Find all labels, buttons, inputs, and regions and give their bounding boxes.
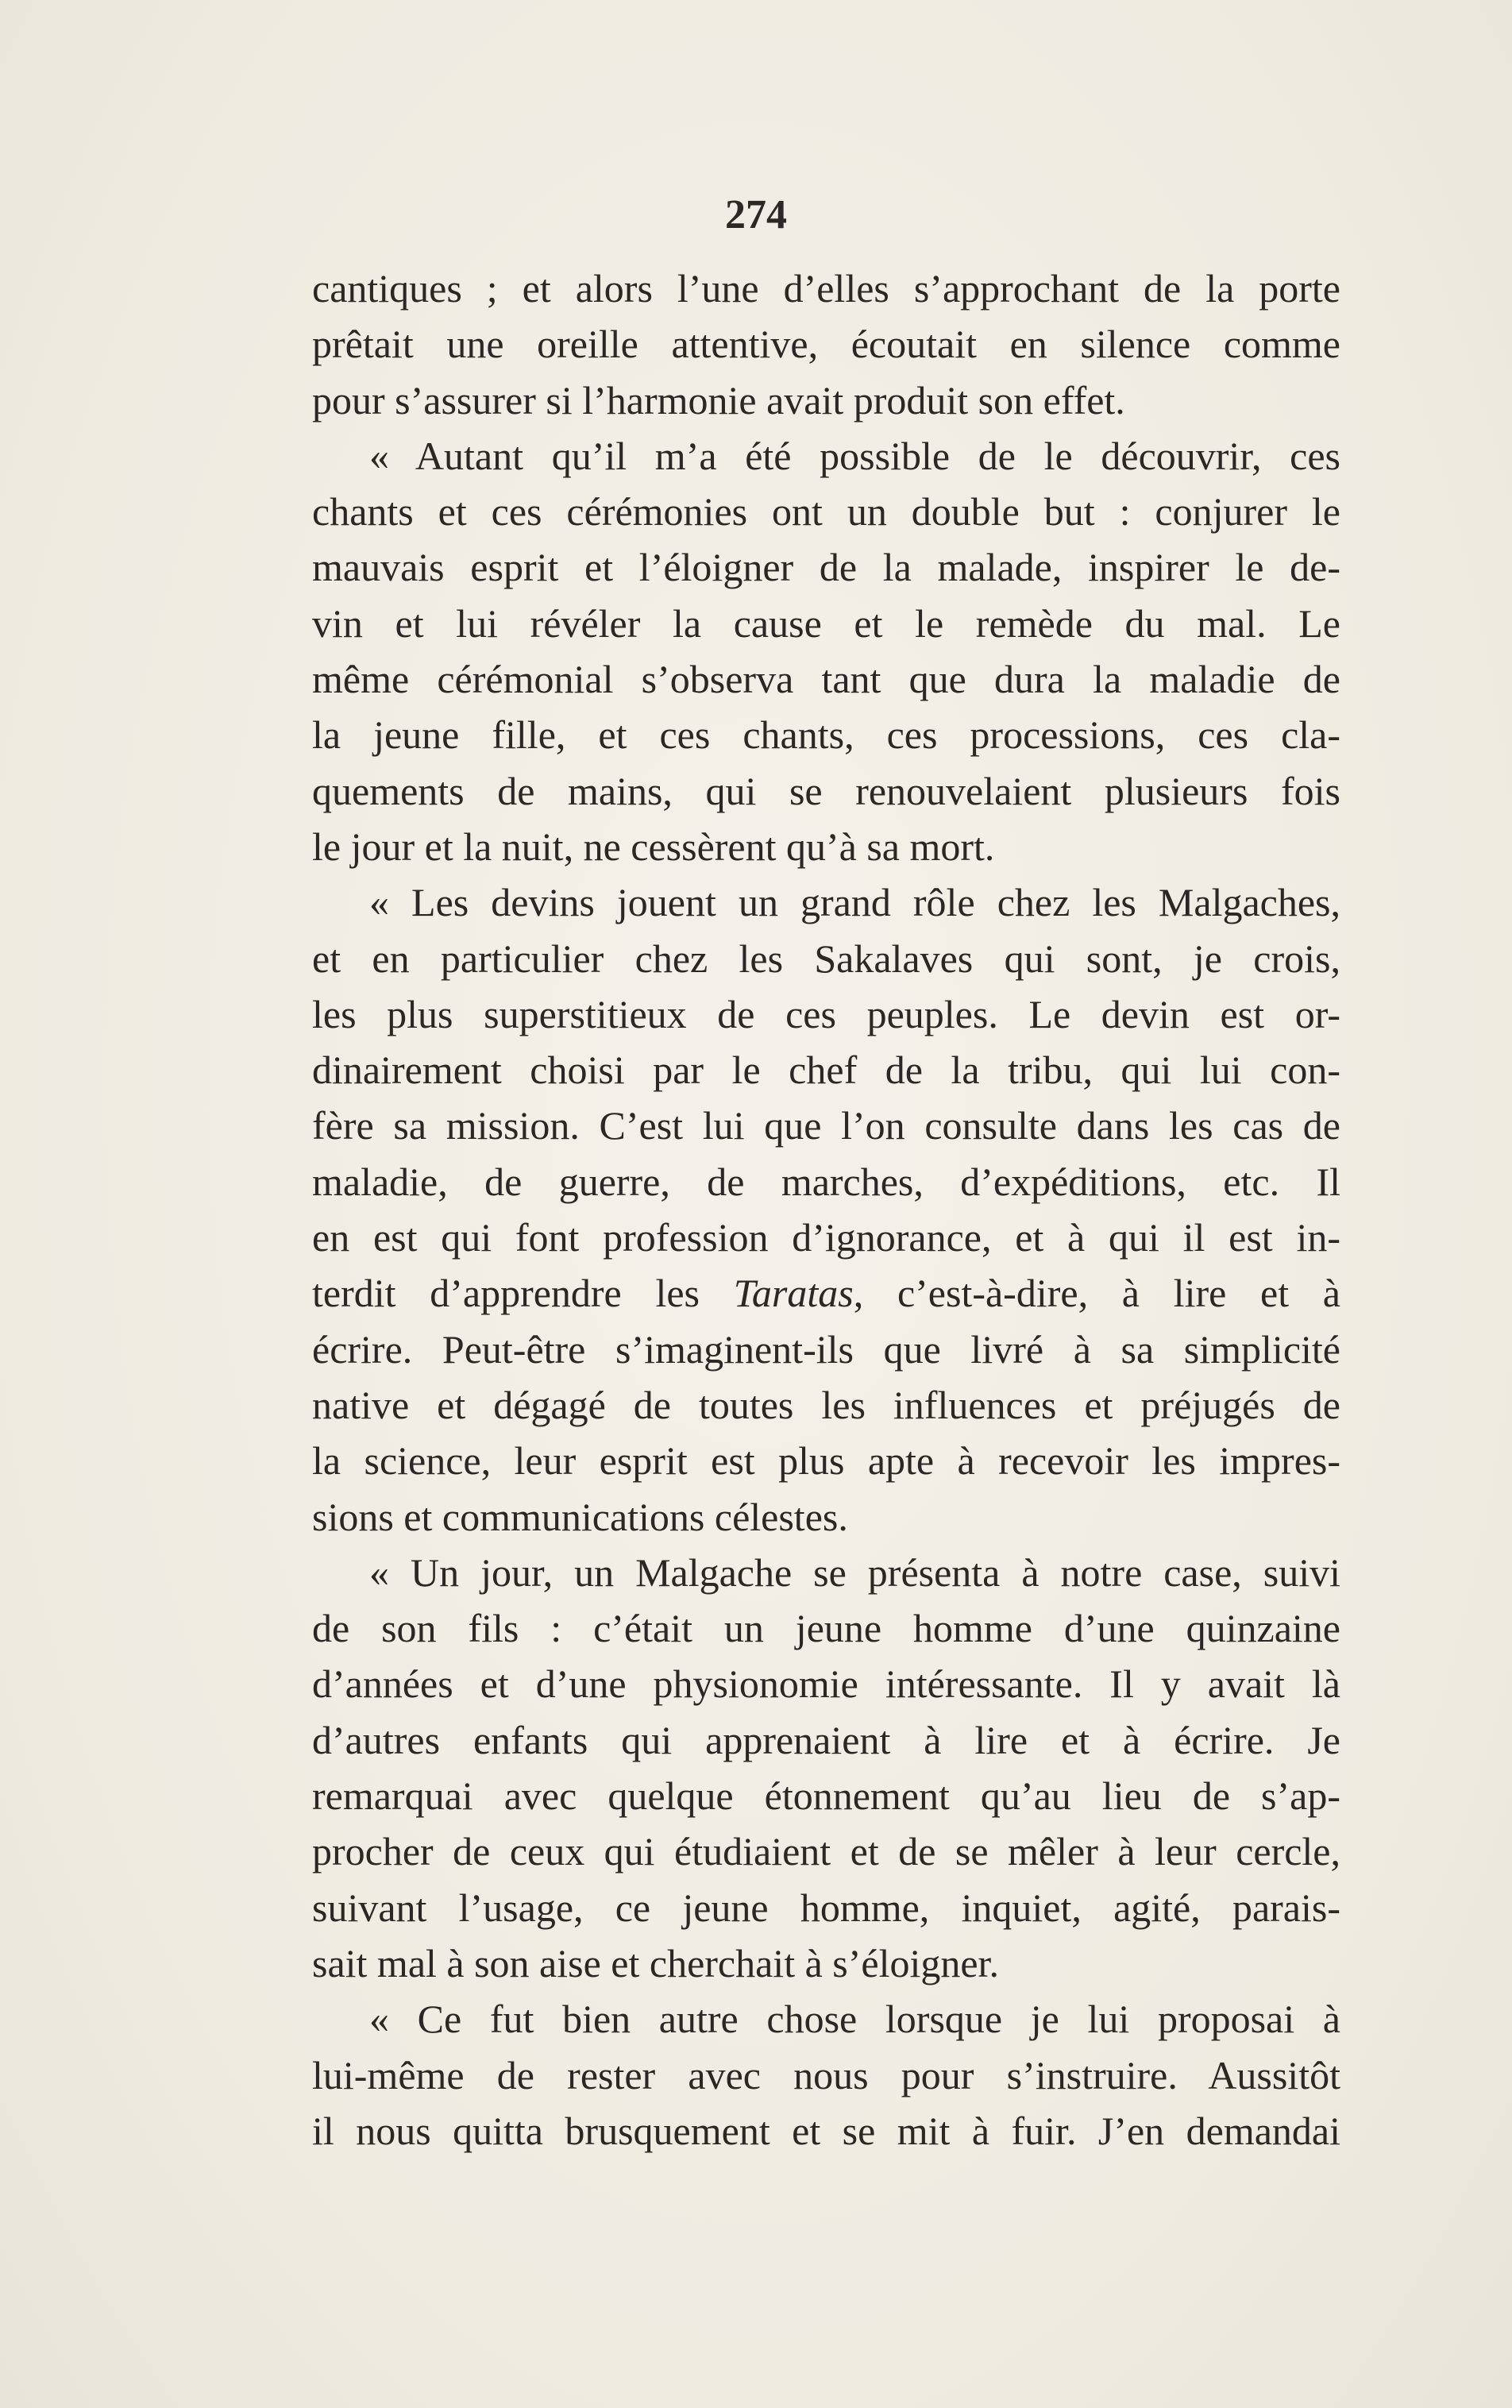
text-line-content	[369, 1545, 1340, 1600]
text-segment: le jour et la nuit, ne cessèrent qu’à sa mort.	[312, 824, 995, 869]
text-line-content	[312, 2047, 1340, 2103]
text-segment: et en particulier chez les Sakalaves qui sont, je crois,	[312, 936, 1340, 981]
text-line-content	[312, 1880, 1340, 1935]
text-line-content	[312, 1433, 1340, 1488]
text-line	[312, 1600, 1340, 1656]
text-line	[312, 484, 1340, 539]
text-line	[312, 2103, 1340, 2159]
text-segment: , c’est-à-dire, à lire et à	[853, 1271, 1340, 1316]
text-line	[312, 1935, 1340, 1991]
text-segment: même cérémonial s’observa tant que dura la maladie de	[312, 657, 1340, 702]
text-line-content	[312, 1322, 1340, 1377]
text-segment: « Autant qu’il m’a été possible de le découvrir, ces	[369, 433, 1340, 478]
text-line-content	[312, 1656, 1340, 1711]
text-segment: remarquai avec quelque étonnement qu’au lieu de s’ap-	[312, 1773, 1340, 1819]
text-segment: maladie, de guerre, de marches, d’expéditions, etc. Il	[312, 1159, 1340, 1204]
text-line	[312, 707, 1340, 762]
text-segment: pour s’assurer si l’harmonie avait produit son effet.	[312, 377, 1125, 423]
text-line-content	[312, 931, 1340, 986]
text-line-content	[312, 1935, 999, 1991]
text-line	[312, 1210, 1340, 1265]
text-segment: d’autres enfants qui apprenaient à lire et à écrire. Je	[312, 1717, 1340, 1762]
text-segment: sions et communications célestes.	[312, 1494, 848, 1539]
text-line-content	[312, 707, 1340, 762]
text-line-content	[312, 1823, 1340, 1879]
text-line-content	[312, 1600, 1340, 1656]
text-line-content	[312, 651, 1340, 707]
text-line	[312, 651, 1340, 707]
text-line-content	[312, 484, 1340, 539]
text-line	[312, 1991, 1340, 2047]
text-line-content	[312, 1712, 1340, 1768]
text-segment: lui-même de rester avec nous pour s’instruire. Aussitôt	[312, 2052, 1340, 2097]
text-line	[312, 819, 1340, 874]
text-segment: chants et ces cérémonies ont un double but : conjurer le	[312, 489, 1340, 534]
text-segment: quements de mains, qui se renouvelaient plusieurs fois	[312, 768, 1340, 813]
text-segment: la science, leur esprit est plus apte à recevoir les impres-	[312, 1438, 1340, 1484]
text-line	[312, 1823, 1340, 1879]
text-line	[312, 1265, 1340, 1321]
text-line-content	[312, 372, 1125, 428]
text-line	[312, 1154, 1340, 1210]
text-line	[312, 1433, 1340, 1488]
page-body-text	[312, 260, 1340, 2159]
text-line-content	[312, 1154, 1340, 1210]
text-line	[312, 986, 1340, 1042]
text-segment: « Un jour, un Malgache se présenta à notre case, suivi	[369, 1549, 1340, 1595]
text-line	[312, 874, 1340, 930]
text-segment: vin et lui révéler la cause et le remède du mal. Le	[312, 600, 1340, 646]
text-segment: « Les devins jouent un grand rôle chez les Malgaches,	[369, 880, 1340, 925]
text-segment: cantiques ; et alors l’une d’elles s’approchant de la porte	[312, 266, 1340, 311]
text-line-content	[369, 1991, 1340, 2047]
text-line	[312, 1880, 1340, 1935]
text-line-content	[312, 1489, 848, 1545]
text-segment: « Ce fut bien autre chose lorsque je lui proposai à	[369, 1997, 1340, 2042]
text-line	[312, 316, 1340, 372]
italic-term: Taratas	[733, 1271, 854, 1316]
text-segment: suivant l’usage, ce jeune homme, inquiet, agité, parais-	[312, 1885, 1340, 1930]
text-line-content	[312, 1768, 1340, 1823]
text-line	[312, 1322, 1340, 1377]
text-line-content	[312, 539, 1340, 595]
text-segment: il nous quitta brusquement et se mit à fuir. J’en demandai	[312, 2108, 1340, 2153]
text-line-content	[312, 986, 1340, 1042]
text-line	[312, 1377, 1340, 1433]
text-line-content	[369, 874, 1340, 930]
text-segment: terdit d’apprendre les	[312, 1271, 734, 1316]
text-line	[312, 260, 1340, 316]
text-line-content	[312, 2103, 1340, 2159]
text-line	[312, 1656, 1340, 1711]
text-segment: dinairement choisi par le chef de la tribu, qui lui con-	[312, 1048, 1340, 1093]
text-line	[312, 539, 1340, 595]
text-segment: sait mal à son aise et cherchait à s’éloigner.	[312, 1940, 999, 1985]
text-line-content	[312, 1377, 1340, 1433]
text-segment: native et dégagé de toutes les influences et préjugés de	[312, 1382, 1340, 1427]
text-segment: de son fils : c’était un jeune homme d’une quinzaine	[312, 1606, 1340, 1651]
text-line-content	[312, 1098, 1340, 1153]
text-line	[312, 372, 1340, 428]
text-segment: la jeune fille, et ces chants, ces processions, ces cla-	[312, 712, 1340, 758]
text-line	[312, 1489, 1340, 1545]
text-line	[312, 931, 1340, 986]
text-line-content	[312, 1042, 1340, 1098]
text-line-content	[312, 819, 994, 874]
text-segment: les plus superstitieux de ces peuples. Le devin est or-	[312, 991, 1340, 1036]
text-line-content	[312, 1265, 1340, 1321]
text-line-content	[312, 596, 1340, 651]
text-segment: d’années et d’une physionomie intéressante. Il y avait là	[312, 1661, 1340, 1707]
text-line-content	[312, 316, 1340, 372]
page-number: 274	[725, 192, 787, 237]
text-segment: prêtait une oreille attentive, écoutait en silence comme	[312, 322, 1340, 367]
text-line	[312, 1545, 1340, 1600]
text-line-content	[312, 260, 1340, 316]
text-line-content	[312, 1210, 1340, 1265]
text-segment: écrire. Peut-être s’imaginent-ils que livré à sa simplicité	[312, 1326, 1340, 1372]
text-line	[312, 1042, 1340, 1098]
text-segment: fère sa mission. C’est lui que l’on consulte dans les cas de	[312, 1103, 1340, 1148]
text-line	[312, 763, 1340, 819]
text-line	[312, 428, 1340, 484]
text-segment: en est qui font profession d’ignorance, et à qui il est in-	[312, 1215, 1340, 1260]
text-line	[312, 1098, 1340, 1153]
text-segment: mauvais esprit et l’éloigner de la malade, inspirer le de-	[312, 545, 1340, 590]
text-line	[312, 1768, 1340, 1823]
text-line-content	[312, 763, 1340, 819]
text-segment: procher de ceux qui étudiaient et de se mêler à leur cercle,	[312, 1829, 1340, 1874]
text-line-content	[369, 428, 1340, 484]
text-line	[312, 596, 1340, 651]
text-line	[312, 1712, 1340, 1768]
text-line	[312, 2047, 1340, 2103]
